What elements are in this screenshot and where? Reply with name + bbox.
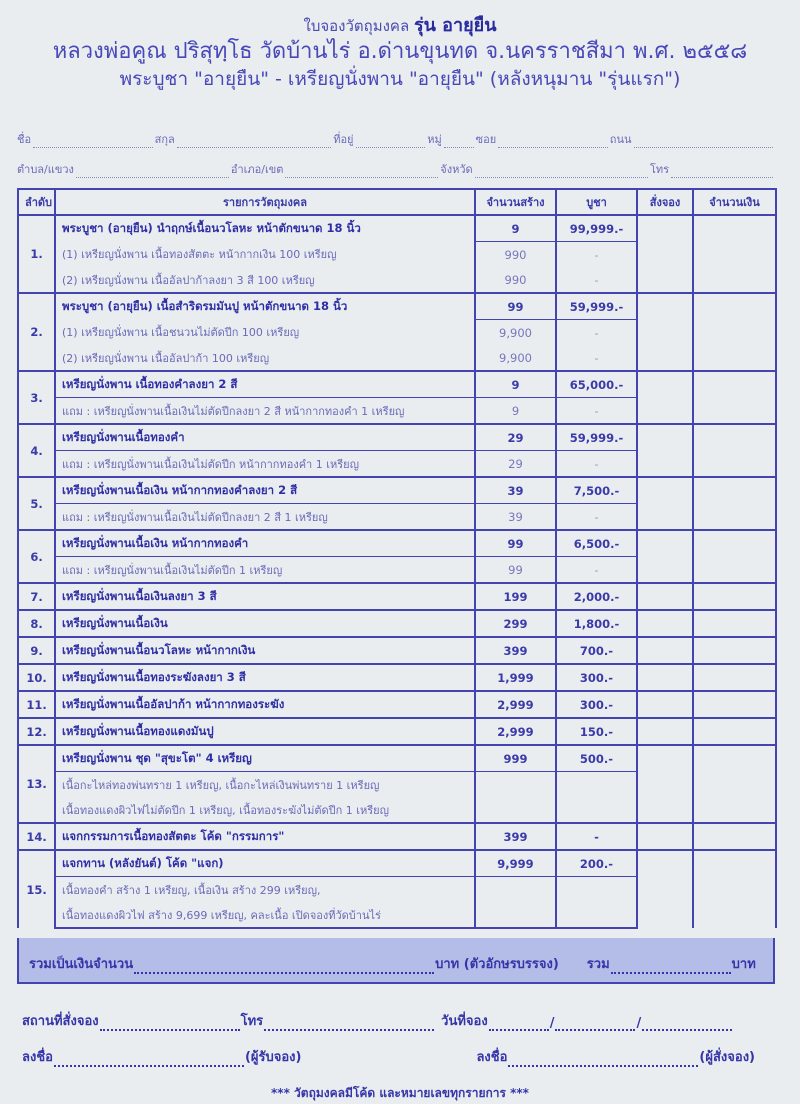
subitem-name: (1) เหรียญนั่งพาน เนื้อชนวนไม่ตัดปีก 100 เหรียญ [55,320,475,346]
col-header-price: บูชา [556,189,637,215]
item-quantity: 9,999 [475,850,556,877]
customer-fields-row2 [17,160,775,178]
item-price: - [556,823,637,850]
order-cell[interactable] [637,530,693,583]
field-phone-input[interactable] [671,167,773,178]
field-province-input[interactable] [475,167,648,178]
item-quantity: 2,999 [475,718,556,745]
total-words-unit: บาท (ตัวอักษรบรรจง) [435,957,559,972]
item-quantity: 9 [475,215,556,242]
table-row [18,424,776,451]
row-number: 7. [18,583,55,610]
item-quantity: 99 [475,530,556,557]
table-row [18,371,776,398]
item-note: เนื้อทองแดงผิวไฟ สร้าง 9,699 เหรียญ, คละเนื้อ เปิดจองที่วัดบ้านไร่ [55,902,475,928]
amount-cell[interactable] [693,718,776,745]
amount-cell[interactable] [693,215,776,293]
amount-cell[interactable] [693,293,776,371]
amount-cell[interactable] [693,850,776,928]
item-quantity: 999 [475,745,556,772]
item-price: 300.- [556,691,637,718]
order-cell[interactable] [637,477,693,530]
row-number: 4. [18,424,55,477]
item-quantity: 199 [475,583,556,610]
col-header-item: รายการวัตถุมงคล [55,189,475,215]
order-cell[interactable] [637,745,693,823]
amount-cell[interactable] [693,583,776,610]
order-cell[interactable] [637,850,693,928]
item-name: เหรียญนั่งพานเนื้ออัลปาก้า หน้ากากทองระฆัง [55,691,475,718]
field-soi-input[interactable] [498,137,608,148]
orderer-role: (ผู้สั่งจอง) [699,1050,755,1065]
field-address-input[interactable] [356,137,426,148]
field-moo-label: หมู่ [427,133,442,146]
row-number: 11. [18,691,55,718]
subitem-price: - [556,267,637,293]
item-price: 700.- [556,637,637,664]
field-district-input[interactable] [285,167,438,178]
row-number: 10. [18,664,55,691]
order-cell[interactable] [637,637,693,664]
field-address-label: ที่อยู่ [333,133,354,146]
note-qty-blank [475,902,556,928]
subitem-price: - [556,504,637,531]
item-price: 99,999.- [556,215,637,242]
field-name-label: ชื่อ [17,133,32,146]
field-subdistrict-input[interactable] [76,167,229,178]
amount-cell[interactable] [693,424,776,477]
order-cell[interactable] [637,610,693,637]
item-name: พระบูชา (อายุยืน) นำฤกษ์เนื้อนวโลหะ หน้าตักขนาด 18 นิ้ว [55,215,475,242]
field-district-label: อำเภอ/เขต [230,163,284,176]
place-input[interactable] [100,1019,240,1031]
date-day-input[interactable] [489,1019,549,1031]
receiver-sign-label: ลงชื่อ [22,1050,53,1065]
item-name: เหรียญนั่งพาน ชุด "สุขะโต" 4 เหรียญ [55,745,475,772]
item-quantity: 1,999 [475,664,556,691]
item-price: 59,999.- [556,424,637,451]
subitem-quantity: 9,900 [475,320,556,346]
item-name: เหรียญนั่งพานเนื้อทองระฆังลงยา 3 สี [55,664,475,691]
item-name: เหรียญนั่งพานเนื้อเงิน หน้ากากทองคำ [55,530,475,557]
table-row [18,477,776,504]
subitem-quantity: 990 [475,242,556,268]
date-year-input[interactable] [642,1019,732,1031]
orderer-sign-label: ลงชื่อ [476,1050,508,1065]
item-price: 59,999.- [556,293,637,320]
amount-cell[interactable] [693,664,776,691]
item-name: เหรียญนั่งพานเนื้อเงิน [55,610,475,637]
item-quantity: 2,999 [475,691,556,718]
item-quantity: 99 [475,293,556,320]
order-cell[interactable] [637,691,693,718]
item-price: 6,500.- [556,530,637,557]
order-place-row: สถานที่สั่งจอง โทร วันที่จอง / / [22,1010,778,1031]
table-row [18,823,776,850]
note-price-blank [556,772,637,798]
amount-cell[interactable] [693,530,776,583]
item-price: 200.- [556,850,637,877]
series-name: รุ่น อายุยืน [413,15,497,36]
row-number: 12. [18,718,55,745]
receiver-sign-input[interactable] [54,1055,244,1067]
item-name: แจกทาน (หลังยันต์) โค้ด "แจก) [55,850,475,877]
item-quantity: 9 [475,371,556,398]
note-price-blank [556,877,637,903]
field-road-input[interactable] [634,137,774,148]
table-row [18,850,776,877]
subitem-quantity: 990 [475,267,556,293]
item-price: 65,000.- [556,371,637,398]
table-body [18,215,776,928]
field-moo-input[interactable] [444,137,474,148]
subitem-price: - [556,242,637,268]
field-road-label: ถนน [609,133,632,146]
item-quantity: 399 [475,637,556,664]
row-number: 2. [18,293,55,371]
item-quantity: 399 [475,823,556,850]
table-row [18,718,776,745]
items-subtitle: พระบูชา "อายุยืน" - เหรียญนั่งพาน "อายุยืน" (หลังหนุมาน "รุ่นแรก") [119,68,681,90]
table-row [18,530,776,557]
item-price: 1,800.- [556,610,637,637]
order-cell[interactable] [637,823,693,850]
col-header-order: สั่งจอง [637,189,693,215]
amount-cell[interactable] [693,823,776,850]
customer-fields-row1 [17,130,775,148]
place-label: สถานที่สั่งจอง [22,1014,99,1029]
field-subdistrict-label: ตำบล/แขวง [17,163,74,176]
order-cell[interactable] [637,293,693,371]
field-soi-label: ซอย [475,133,497,146]
order-cell[interactable] [637,424,693,477]
item-quantity: 29 [475,424,556,451]
amount-cell[interactable] [693,637,776,664]
subitem-price: - [556,451,637,478]
total-sum-unit: บาท [731,957,756,972]
date-label: วันที่จอง [441,1014,488,1029]
item-name: เหรียญนั่งพานเนื้อทองคำ [55,424,475,451]
table-header-row [18,189,776,215]
temple-title: หลวงพ่อคูณ ปริสุทฺโธ วัดบ้านไร่ อ.ด่านขุนทด จ.นครราชสีมา พ.ศ. ๒๕๕๘ [52,39,748,64]
row-number: 13. [18,745,55,823]
amount-cell[interactable] [693,371,776,424]
subitem-name: แถม : เหรียญนั่งพานเนื้อเงินไม่ตัดปีกลงยา 2 สี 1 เหรียญ [55,504,475,531]
table-row [18,583,776,610]
amount-cell[interactable] [693,477,776,530]
total-words-input[interactable] [134,962,434,974]
receiver-role: (ผู้รับจอง) [244,1050,302,1065]
subitem-price: - [556,345,637,371]
subitem-quantity: 99 [475,557,556,584]
order-cell[interactable] [637,664,693,691]
col-header-amount: จำนวนเงิน [693,189,776,215]
amount-cell[interactable] [693,745,776,823]
order-table [17,188,777,929]
row-number: 9. [18,637,55,664]
table-row [18,637,776,664]
item-name: เหรียญนั่งพานเนื้อเงินลงยา 3 สี [55,583,475,610]
subitem-quantity: 9 [475,398,556,425]
subitem-price: - [556,320,637,346]
total-sum-input[interactable] [611,962,731,974]
subitem-price: - [556,557,637,584]
amount-cell[interactable] [693,691,776,718]
item-price: 7,500.- [556,477,637,504]
row-number: 3. [18,371,55,424]
subitem-quantity: 9,900 [475,345,556,371]
item-note: เนื้อทองคำ สร้าง 1 เหรียญ, เนื้อเงิน สร้าง 299 เหรียญ, [55,877,475,903]
footnote: *** วัตถุมงคลมีโค้ด และหมายเลขทุกรายการ *** [271,1086,529,1100]
order-cell[interactable] [637,371,693,424]
col-header-no: ลำดับ [18,189,55,215]
item-quantity: 299 [475,610,556,637]
table-row [18,691,776,718]
signature-row [22,1046,778,1067]
note-price-blank [556,797,637,823]
item-name: พระบูชา (อายุยืน) เนื้อสำริดรมมันปู หน้าตักขนาด 18 นิ้ว [55,293,475,320]
amount-cell[interactable] [693,610,776,637]
subitem-quantity: 29 [475,451,556,478]
table-row [18,610,776,637]
total-bar [17,938,775,984]
item-price: 500.- [556,745,637,772]
item-note: เนื้อทองแดงผิวไฟไม่ตัดปีก 1 เหรียญ, เนื้อทองระฆังไม่ตัดปีก 1 เหรียญ [55,797,475,823]
total-words-label: รวมเป็นเงินจำนวน [29,957,134,972]
subitem-name: (1) เหรียญนั่งพาน เนื้อทองสัตตะ หน้ากากเงิน 100 เหรียญ [55,242,475,268]
row-number: 6. [18,530,55,583]
row-number: 15. [18,850,55,928]
subitem-quantity: 39 [475,504,556,531]
item-quantity: 39 [475,477,556,504]
form-label-text: ใบจองวัตถุมงคล [303,17,410,35]
orderer-sign-input[interactable] [508,1055,698,1067]
field-province-label: จังหวัด [440,163,473,176]
field-phone-label: โทร [649,163,670,176]
order-cell[interactable] [637,215,693,293]
col-header-qty: จำนวนสร้าง [475,189,556,215]
date-month-input[interactable] [555,1019,635,1031]
table-row [18,745,776,772]
item-note: เนื้อกะไหล่ทองพ่นทราย 1 เหรียญ, เนื้อกะไหล่เงินพ่นทราย 1 เหรียญ [55,772,475,798]
field-surname-label: สกุล [154,133,175,146]
note-price-blank [556,902,637,928]
row-number: 5. [18,477,55,530]
subitem-name: แถม : เหรียญนั่งพานเนื้อเงินไม่ตัดปีก หน้ากากทองคำ 1 เหรียญ [55,451,475,478]
item-price: 150.- [556,718,637,745]
note-qty-blank [475,772,556,798]
subitem-name: แถม : เหรียญนั่งพานเนื้อเงินไม่ตัดปีก 1 เหรียญ [55,557,475,584]
table-row [18,215,776,242]
note-qty-blank [475,797,556,823]
subitem-name: แถม : เหรียญนั่งพานเนื้อเงินไม่ตัดปีกลงยา 2 สี หน้ากากทองคำ 1 เหรียญ [55,398,475,425]
table-row [18,664,776,691]
item-name: เหรียญนั่งพานเนื้อทองแดงมันปู [55,718,475,745]
item-name: แจกกรรมการเนื้อทองสัตตะ โค้ด "กรรมการ" [55,823,475,850]
subitem-name: (2) เหรียญนั่งพาน เนื้ออัลปาก้าลงยา 3 สี 100 เหรียญ [55,267,475,293]
footer-phone-label: โทร [240,1014,264,1029]
row-number: 14. [18,823,55,850]
footer-phone-input[interactable] [264,1019,434,1031]
item-name: เหรียญนั่งพาน เนื้อทองคำลงยา 2 สี [55,371,475,398]
item-name: เหรียญนั่งพานเนื้อนวโลหะ หน้ากากเงิน [55,637,475,664]
row-number: 8. [18,610,55,637]
row-number: 1. [18,215,55,293]
item-name: เหรียญนั่งพานเนื้อเงิน หน้ากากทองคำลงยา 2 สี [55,477,475,504]
table-row [18,293,776,320]
subitem-price: - [556,398,637,425]
order-cell[interactable] [637,718,693,745]
subitem-name: (2) เหรียญนั่งพาน เนื้ออัลปาก้า 100 เหรียญ [55,345,475,371]
field-name-input[interactable] [33,137,153,148]
total-sum-label: รวม [586,957,610,972]
item-price: 2,000.- [556,583,637,610]
item-price: 300.- [556,664,637,691]
note-qty-blank [475,877,556,903]
field-surname-input[interactable] [177,137,331,148]
order-cell[interactable] [637,583,693,610]
